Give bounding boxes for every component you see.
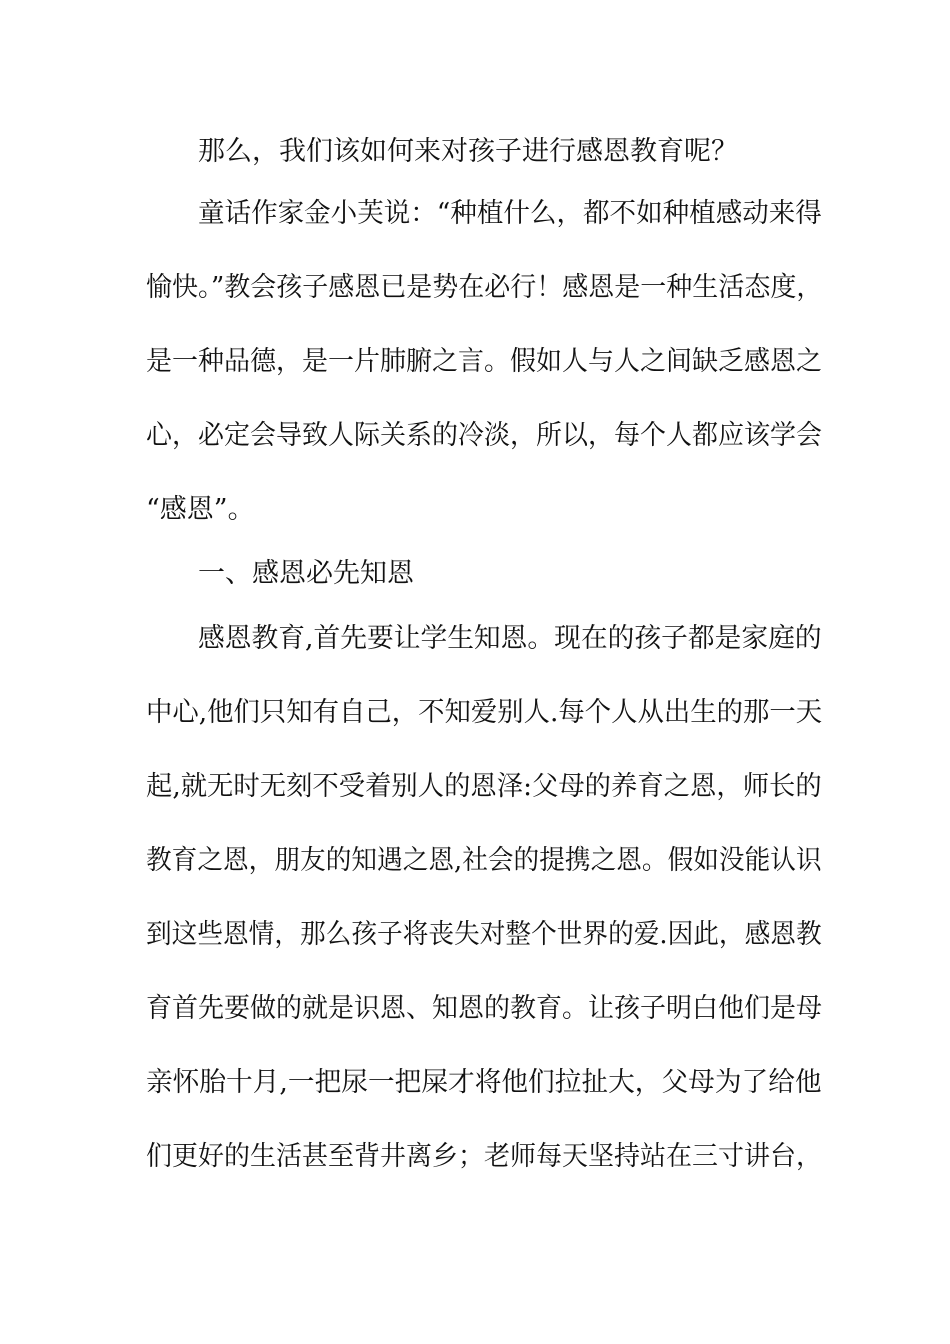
paragraph-line: “感恩”。	[146, 494, 255, 525]
paragraph-line: 育首先要做的就是识恩、知恩的教育。让孩子明白他们是母	[146, 993, 823, 1024]
paragraph-line: 到这些恩情，那么孩子将丧失对整个世界的爱.因此，感恩教	[146, 919, 822, 950]
paragraph-line: 那么，我们该如何来对孩子进行感恩教育呢？	[198, 136, 738, 167]
section-heading: 一、感恩必先知恩	[198, 558, 414, 589]
paragraph-line: 感恩教育,首先要让学生知恩。现在的孩子都是家庭的	[198, 623, 822, 654]
paragraph-line: 教育之恩，朋友的知遇之恩,社会的提携之恩。假如没能认识	[146, 845, 822, 876]
paragraph-line: 起,就无时无刻不受着别人的恩泽:父母的养育之恩，师长的	[146, 771, 822, 802]
paragraph-line: 童话作家金小芙说：“种植什么，都不如种植感动来得	[198, 198, 822, 229]
paragraph-line: 心，必定会导致人际关系的冷淡，所以，每个人都应该学会	[146, 420, 823, 451]
paragraph-line: 是一种品德，是一片肺腑之言。假如人与人之间缺乏感恩之	[146, 346, 823, 377]
paragraph-line: 愉快。”教会孩子感恩已是势在必行！感恩是一种生活态度，	[146, 272, 823, 303]
paragraph-line: 亲怀胎十月,一把尿一把屎才将他们拉扯大，父母为了给他	[146, 1067, 822, 1098]
paragraph-line: 中心,他们只知有自己，不知爱别人.每个人从出生的那一天	[146, 697, 823, 728]
paragraph-line: 们更好的生活甚至背井离乡；老师每天坚持站在三寸讲台，	[146, 1141, 823, 1172]
